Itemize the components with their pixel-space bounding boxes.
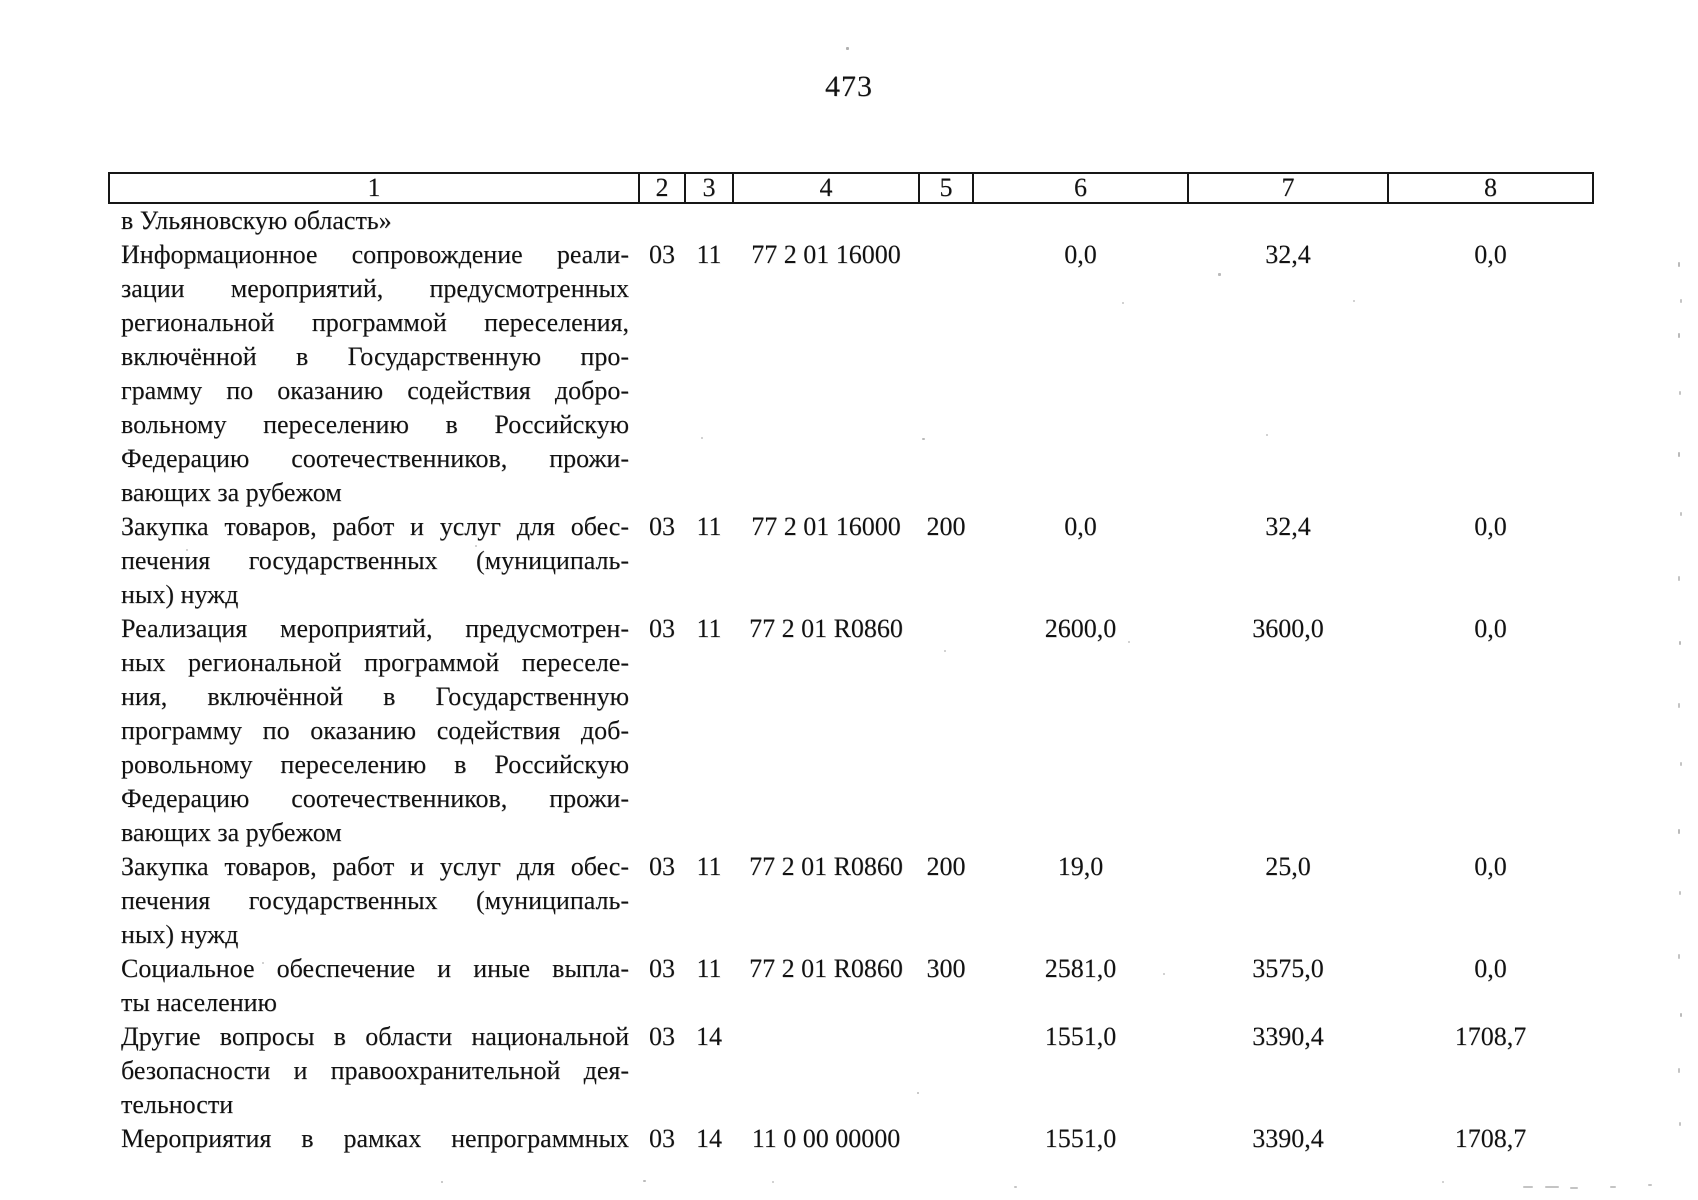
row-name-line: печения государственных (муниципаль- xyxy=(121,546,629,575)
cell-col4: 11 0 00 00000 xyxy=(751,1124,901,1153)
cell-col5 xyxy=(919,1020,973,1122)
table-row xyxy=(109,612,1593,850)
cell-col3: 14 xyxy=(696,1022,722,1051)
row-name-cell xyxy=(109,203,639,238)
cell-col3: 11 xyxy=(696,852,722,881)
cell-col4 xyxy=(733,1020,919,1122)
cell-col6: 2600,0 xyxy=(1044,614,1117,643)
row-name-cell xyxy=(109,1020,639,1122)
cell-col7 xyxy=(1188,203,1388,238)
row-name-cell xyxy=(109,612,639,850)
row-name-line: в Ульяновскую область» xyxy=(121,206,392,235)
row-name-line: грамму по оказанию содействия добро- xyxy=(121,376,629,405)
cell-col3 xyxy=(685,203,733,238)
cell-col5 xyxy=(919,1122,973,1156)
row-name-line: Закупка товаров, работ и услуг для обес- xyxy=(121,512,629,541)
column-header: 1 xyxy=(109,173,639,203)
row-name-line: ния, включённой в Государственную xyxy=(121,682,629,711)
row-name-line: включённой в Государственную про- xyxy=(121,342,629,371)
cell-col5: 200 xyxy=(926,512,966,541)
column-header: 2 xyxy=(639,173,685,203)
cell-col2: 03 xyxy=(649,614,675,643)
row-name-line: безопасности и правоохранительной дея- xyxy=(121,1056,629,1085)
cell-col6: 19,0 xyxy=(1057,852,1104,881)
row-name-line: региональной программой переселения, xyxy=(121,308,629,337)
cell-col4: 77 2 01 R0860 xyxy=(749,954,903,983)
cell-col5 xyxy=(919,612,973,850)
column-header: 6 xyxy=(973,173,1188,203)
cell-col6: 2581,0 xyxy=(1044,954,1117,983)
column-header: 5 xyxy=(919,173,973,203)
row-name-line: Другие вопросы в области национальной xyxy=(121,1022,629,1051)
cell-col8: 1708,7 xyxy=(1454,1022,1527,1051)
row-name-line: Федерацию соотечественников, прожи- xyxy=(121,444,629,473)
table-row xyxy=(109,952,1593,1020)
table-row xyxy=(109,238,1593,510)
row-name-line: Мероприятия в рамках непрограммных xyxy=(121,1124,629,1153)
column-header: 8 xyxy=(1388,173,1593,203)
cell-col2: 03 xyxy=(649,954,675,983)
table-row xyxy=(109,1122,1593,1156)
row-name-cell xyxy=(109,238,639,510)
cell-col2 xyxy=(639,203,685,238)
cell-col3: 11 xyxy=(696,512,722,541)
table-row xyxy=(109,1020,1593,1122)
row-name-line: ных региональной программой переселе- xyxy=(121,648,629,677)
cell-col3: 14 xyxy=(696,1124,722,1153)
cell-col8: 0,0 xyxy=(1474,614,1507,643)
table-row xyxy=(109,850,1593,952)
cell-col3: 11 xyxy=(696,240,722,269)
row-name-line: тельности xyxy=(121,1090,234,1119)
cell-col7: 3390,4 xyxy=(1252,1124,1324,1153)
cell-col4: 77 2 01 16000 xyxy=(751,512,901,541)
cell-col2: 03 xyxy=(649,852,675,881)
cell-col7: 32,4 xyxy=(1265,512,1311,541)
cell-col7: 3600,0 xyxy=(1252,614,1324,643)
row-name-cell xyxy=(109,850,639,952)
cell-col4 xyxy=(733,203,919,238)
row-name-line: программу по оказанию содействия доб- xyxy=(121,716,629,745)
row-name-cell xyxy=(109,1122,639,1156)
column-header: 4 xyxy=(733,173,919,203)
row-name-line: вающих за рубежом xyxy=(121,478,342,507)
cell-col8: 0,0 xyxy=(1474,954,1507,983)
cell-col3: 11 xyxy=(696,954,722,983)
row-name-line: Закупка товаров, работ и услуг для обес- xyxy=(121,852,629,881)
cell-col5: 200 xyxy=(926,852,966,881)
row-name-cell xyxy=(109,510,639,612)
cell-col6: 0,0 xyxy=(1064,512,1097,541)
cell-col8 xyxy=(1388,203,1593,238)
row-name-line: вающих за рубежом xyxy=(121,818,342,847)
cell-col4: 77 2 01 16000 xyxy=(751,240,901,269)
cell-col5: 300 xyxy=(926,954,966,983)
row-name-cell xyxy=(109,952,639,1020)
table-body xyxy=(109,203,1593,1156)
row-name-line: ты населению xyxy=(121,988,277,1017)
row-name-line: Реализация мероприятий, предусмотрен- xyxy=(121,614,629,643)
cell-col5 xyxy=(919,238,973,510)
cell-col5 xyxy=(919,203,973,238)
row-name-line: ровольному переселению в Российскую xyxy=(121,750,629,779)
cell-col7: 3575,0 xyxy=(1252,954,1324,983)
row-name-line: Социальное обеспечение и иные выпла- xyxy=(121,954,629,983)
cell-col3: 11 xyxy=(696,614,722,643)
cell-col2: 03 xyxy=(649,240,675,269)
cell-col4: 77 2 01 R0860 xyxy=(749,852,903,881)
row-name-line: вольному переселению в Российскую xyxy=(121,410,629,439)
row-name-line: зации мероприятий, предусмотренных xyxy=(121,274,629,303)
table-header-row xyxy=(109,173,1593,203)
cell-col8: 1708,7 xyxy=(1454,1124,1527,1153)
page-number: 473 xyxy=(825,70,873,103)
row-name-line: печения государственных (муниципаль- xyxy=(121,886,629,915)
row-name-line: Информационное сопровождение реали- xyxy=(121,240,629,269)
table-header xyxy=(109,173,1593,203)
column-header: 7 xyxy=(1188,173,1388,203)
table-row xyxy=(109,510,1593,612)
cell-col6: 1551,0 xyxy=(1044,1124,1117,1153)
cell-col7: 25,0 xyxy=(1265,852,1311,881)
cell-col7: 32,4 xyxy=(1265,240,1311,269)
cell-col8: 0,0 xyxy=(1474,512,1507,541)
cell-col8: 0,0 xyxy=(1474,240,1507,269)
cell-col8: 0,0 xyxy=(1474,852,1507,881)
cell-col6 xyxy=(973,203,1188,238)
cell-col2: 03 xyxy=(649,512,675,541)
cell-col2: 03 xyxy=(649,1124,675,1153)
row-name-line: ных) нужд xyxy=(121,580,239,609)
cell-col2: 03 xyxy=(649,1022,675,1051)
budget-table xyxy=(108,172,1594,1156)
row-name-line: Федерацию соотечественников, прожи- xyxy=(121,784,629,813)
cell-col6: 0,0 xyxy=(1064,240,1097,269)
cell-col7: 3390,4 xyxy=(1252,1022,1324,1051)
column-header: 3 xyxy=(685,173,733,203)
cell-col4: 77 2 01 R0860 xyxy=(749,614,903,643)
row-name-line: ных) нужд xyxy=(121,920,239,949)
cell-col6: 1551,0 xyxy=(1044,1022,1117,1051)
table-row xyxy=(109,203,1593,238)
